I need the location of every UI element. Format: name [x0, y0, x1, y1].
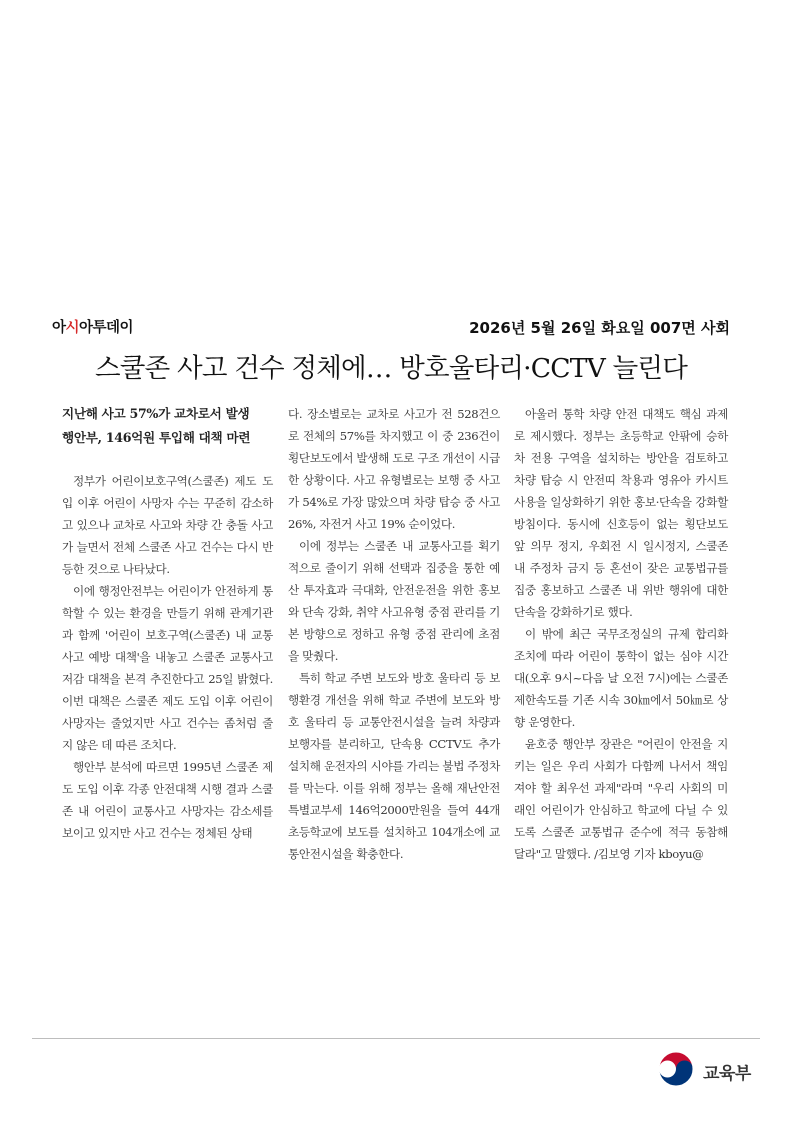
paragraph: 이에 행정안전부는 어린이가 안전하게 통학할 수 있는 환경을 만들기 위해 관계기관과 함께 '어린이 보호구역(스쿨존) 내 교통사고 예방 대책'을 내놓고 스쿨존 교통사고 저감 대책을 본격 추진한다고 25일 밝혔다. 이번 대책은 스쿨존 제도 도입 이후 어린이 사망자는 줄었지만 사고 건수는 좀처럼 줄지 않은 데 따른 조치다. [62, 584, 273, 752]
masthead [52, 316, 730, 340]
ministry-name: 교육부 [703, 1064, 751, 1084]
paragraph: 아울러 통학 차량 안전 대책도 핵심 과제로 제시했다. 정부는 초등학교 안팎에 승하차 전용 구역을 설치하는 방안을 검토하고 차량 탑승 시 안전띠 착용과 영유아 카시트 사용을 일상화하기 위한 홍보·단속을 강화할 방침이다. 동시에 신호등이 없는 횡단보도 앞 의무 정지, 우회전 시 일시정지, 스쿨존 내 주정차 금지 등 혼선이 잦은 교통법규를 집중 홍보하고 스쿨존 내 위반 행위에 대한 단속을 강화하기로 했다. [514, 407, 728, 619]
paragraph: 이 밖에 최근 국무조정실의 규제 합리화 조치에 따라 어린이 통학이 없는 심야 시간대(오후 9시~다음 날 오전 7시)에는 스쿨존 제한속도를 기존 시속 30㎞에서 50㎞로 상향 운영한다. [514, 627, 728, 729]
dateline: 2026년 5월 26일 화요일 007면 사회 [469, 319, 730, 337]
subheadline: 행안부, 146억원 투입해 대책 마련 [62, 430, 251, 445]
ministry-logo [656, 1049, 766, 1089]
article-column-2 [288, 403, 500, 865]
paragraph: 행안부 분석에 따르면 1995년 스쿨존 제도 도입 이후 각종 안전대책 시행 결과 스쿨존 내 어린이 교통사고 사망자는 감소세를 보이고 있지만 사고 건수는 정체된 상태 [62, 760, 273, 840]
subheadlines [62, 402, 277, 450]
taegeuk-emblem-icon [656, 1049, 696, 1089]
subheadline: 지난해 사고 57%가 교차로서 발생 [62, 406, 250, 421]
article-column-1 [62, 470, 273, 844]
newspaper-logo [52, 316, 133, 337]
paragraph: 정부가 어린이보호구역(스쿨존) 제도 도입 이후 어린이 사망자 수는 꾸준히 감소하고 있으나 교차로 사고와 차량 간 충돌 사고가 늘면서 전체 스쿨존 사고 건수는 다시 반등한 것으로 나타났다. [62, 474, 273, 576]
logo-suffix: 아투데이 [79, 320, 134, 336]
paragraph: 이에 정부는 스쿨존 내 교통사고를 획기적으로 줄이기 위해 선택과 집중을 통한 예산 투자효과 극대화, 안전운전을 위한 홍보와 단속 강화, 취약 사고유형 중점 관리를 기본 방향으로 정하고 유형 중점 관리에 초점을 맞췄다. [288, 539, 500, 663]
paragraph: 다. 장소별로는 교차로 사고가 전 528건으로 전체의 57%를 차지했고 이 중 236건이 횡단보도에서 발생해 도로 구조 개선이 시급한 상황이다. 사고 유형별로는 보행 중 사고가 54%로 가장 많았으며 차량 탑승 중 사고 26%, 자전거 사고 19% 순이었다. [288, 407, 500, 531]
headline: 스쿨존 사고 건수 정체에… 방호울타리·CCTV 늘린다 [95, 353, 687, 384]
paragraph: 특히 학교 주변 보도와 방호 울타리 등 보행환경 개선을 위해 학교 주변에 보도와 방호 울타리 등 교통안전시설을 늘려 차량과 보행자를 분리하고, 단속용 CCTV도 추가 설치해 운전자의 시야를 가리는 불법 주정차를 막는다. 이를 위해 정부는 올해 재난안전특별교부세 146억2000만원을 들여 44개 초등학교에 보도를 설치하고 104개소에 교통안전시설을 확충한다. [288, 671, 500, 861]
article-column-3 [514, 403, 728, 865]
footer-divider [32, 1038, 760, 1039]
logo-prefix: 아 [52, 320, 66, 336]
paragraph: 윤호중 행안부 장관은 "어린이 안전을 지키는 일은 우리 사회가 다함께 나서서 책임져야 할 최우선 과제"라며 "우리 사회의 미래인 어린이가 안심하고 학교에 다닐 수 있도록 스쿨존 교통법규 준수에 적극 동참해 달라"고 말했다. /김보영 기자 kboyu@ [514, 737, 728, 861]
logo-accent: 시 [65, 320, 80, 336]
